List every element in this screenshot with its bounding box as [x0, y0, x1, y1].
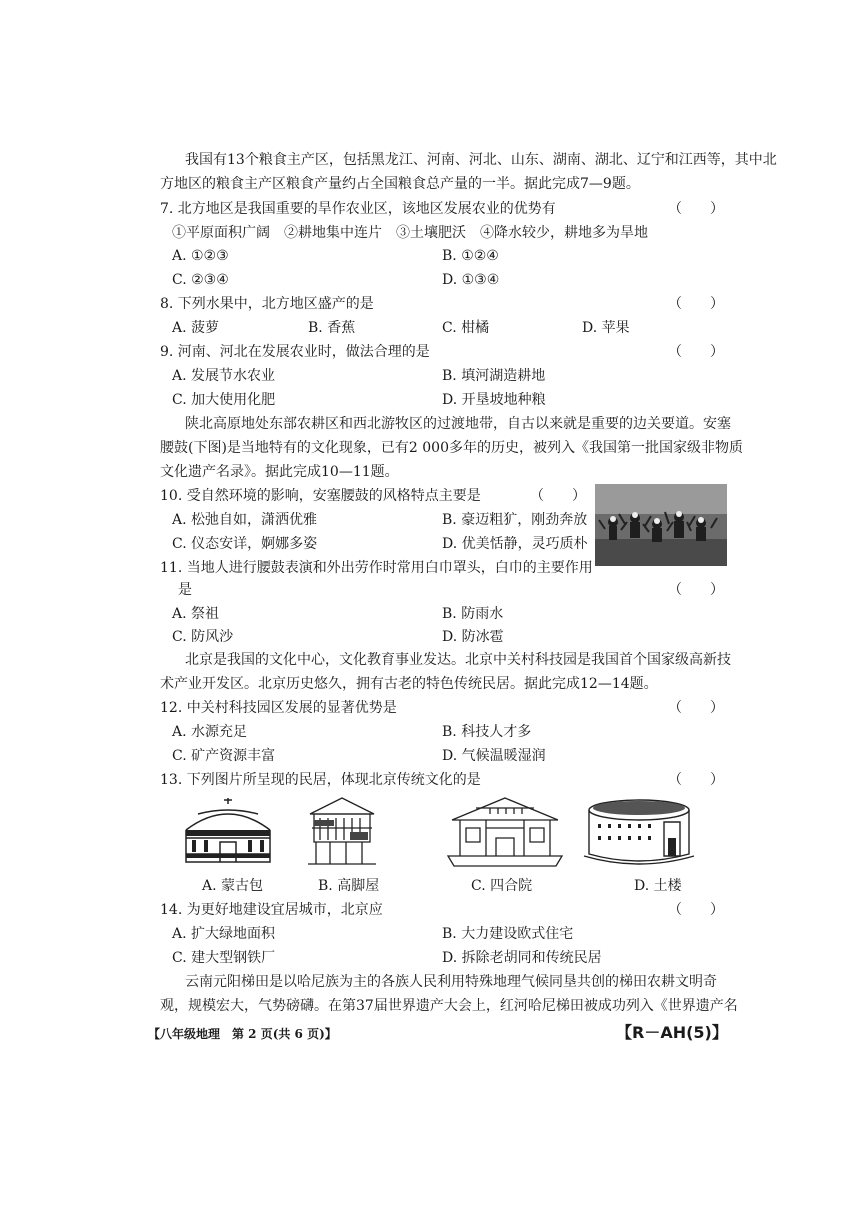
option-7b[interactable]: B. ①②④ — [442, 248, 499, 264]
yurt-image[interactable] — [178, 796, 278, 870]
passage-1-line-2: 方地区的粮食主产区粮食产量约占全国粮食总产量的一半。据此完成7—9题。 — [160, 176, 640, 192]
passage-2-line-3: 文化遗产名录》。据此完成10—11题。 — [160, 464, 399, 480]
page-footer-code: 【R－AH(5)】 — [616, 1023, 728, 1042]
ansai-waist-drum-photo — [595, 484, 727, 566]
option-10d[interactable]: D. 优美恬静，灵巧质朴 — [442, 536, 588, 552]
question-13-stem: 13. 下列图片所呈现的民居，体现北京传统文化的是 — [160, 772, 481, 788]
answer-blank-10[interactable]: （ ） — [530, 488, 586, 504]
passage-3-line-1: 北京是我国的文化中心，文化教育事业发达。北京中关村科技园是我国首个国家级高新技 — [185, 652, 731, 668]
option-8b[interactable]: B. 香蕉 — [308, 320, 356, 336]
siheyuan-image[interactable] — [446, 794, 564, 870]
option-8c[interactable]: C. 柑橘 — [442, 320, 490, 336]
option-14a[interactable]: A. 扩大绿地面积 — [172, 926, 276, 942]
question-11-stem: 11. 当地人进行腰鼓表演和外出劳作时常用白巾罩头，白巾的主要作用 — [160, 560, 593, 576]
answer-blank-13[interactable]: （ ） — [668, 772, 724, 788]
option-9b[interactable]: B. 填河湖造耕地 — [442, 368, 546, 384]
passage-4-line-2: 观，规模宏大，气势磅礴。在第37届世界遗产大会上，红河哈尼梯田被成功列入《世界遗产名 — [160, 998, 738, 1014]
option-8a[interactable]: A. 菠萝 — [172, 320, 220, 336]
option-7c[interactable]: C. ②③④ — [172, 272, 229, 288]
option-9c[interactable]: C. 加大使用化肥 — [172, 392, 276, 408]
answer-blank-11[interactable]: （ ） — [668, 582, 724, 598]
answer-blank-14[interactable]: （ ） — [668, 902, 724, 918]
option-14b[interactable]: B. 大力建设欧式住宅 — [442, 926, 574, 942]
answer-blank-7[interactable]: （ ） — [668, 201, 724, 217]
passage-1-line-1: 我国有13个粮食主产区，包括黑龙江、河南、河北、山东、湖南、湖北、辽宁和江西等，其中北 — [185, 152, 777, 168]
question-10-stem: 10. 受自然环境的影响，安塞腰鼓的风格特点主要是 — [160, 488, 481, 504]
question-7-stem: 7. 北方地区是我国重要的旱作农业区，该地区发展农业的优势有 — [160, 201, 556, 217]
option-10b[interactable]: B. 豪迈粗犷，刚劲奔放 — [442, 512, 588, 528]
option-11b[interactable]: B. 防雨水 — [442, 606, 504, 622]
question-11-stem-cont: 是 — [178, 582, 192, 598]
answer-blank-9[interactable]: （ ） — [668, 344, 724, 360]
question-7-items: ①平原面积广阔 ②耕地集中连片 ③土壤肥沃 ④降水较少，耕地多为旱地 — [172, 225, 648, 241]
passage-2-line-2: 腰鼓(下图)是当地特有的文化现象，已有2 000多年的历史，被列入《我国第一批国家级非物质 — [160, 440, 744, 456]
option-11a[interactable]: A. 祭祖 — [172, 606, 220, 622]
stilt-house-image[interactable] — [306, 796, 378, 868]
passage-3-line-2: 术产业开发区。北京历史悠久，拥有古老的特色传统民居。据此完成12—14题。 — [160, 676, 658, 692]
option-13a[interactable]: A. 蒙古包 — [202, 878, 264, 894]
option-7a[interactable]: A. ①②③ — [172, 248, 229, 264]
option-14c[interactable]: C. 建大型钢铁厂 — [172, 950, 276, 966]
option-10a[interactable]: A. 松弛自如，潇洒优雅 — [172, 512, 318, 528]
passage-4-line-1: 云南元阳梯田是以哈尼族为主的各族人民利用特殊地理气候同垦共创的梯田农耕文明奇 — [185, 974, 717, 990]
option-13d[interactable]: D. 土楼 — [634, 878, 682, 894]
option-13b[interactable]: B. 高脚屋 — [318, 878, 380, 894]
option-10c[interactable]: C. 仪态安详，婀娜多姿 — [172, 536, 318, 552]
answer-blank-12[interactable]: （ ） — [668, 700, 724, 716]
option-9a[interactable]: A. 发展节水农业 — [172, 368, 276, 384]
option-14d[interactable]: D. 拆除老胡同和传统民居 — [442, 950, 602, 966]
option-8d[interactable]: D. 苹果 — [582, 320, 630, 336]
option-12d[interactable]: D. 气候温暖湿润 — [442, 748, 546, 764]
question-14-stem: 14. 为更好地建设宜居城市，北京应 — [160, 902, 383, 918]
option-12a[interactable]: A. 水源充足 — [172, 724, 248, 740]
option-12b[interactable]: B. 科技人才多 — [442, 724, 532, 740]
answer-blank-8[interactable]: （ ） — [668, 296, 724, 312]
tulou-image[interactable] — [584, 796, 694, 868]
question-12-stem: 12. 中关村科技园区发展的显著优势是 — [160, 700, 397, 716]
option-11d[interactable]: D. 防冰雹 — [442, 629, 504, 645]
option-7d[interactable]: D. ①③④ — [442, 272, 500, 288]
option-9d[interactable]: D. 开垦坡地种粮 — [442, 392, 546, 408]
question-8-stem: 8. 下列水果中，北方地区盛产的是 — [160, 296, 374, 312]
question-9-stem: 9. 河南、河北在发展农业时，做法合理的是 — [160, 344, 430, 360]
passage-2-line-1: 陕北高原地处东部农耕区和西北游牧区的过渡地带，自古以来就是重要的边关要道。安塞 — [185, 416, 731, 432]
option-12c[interactable]: C. 矿产资源丰富 — [172, 748, 276, 764]
option-13c[interactable]: C. 四合院 — [471, 878, 533, 894]
option-11c[interactable]: C. 防风沙 — [172, 629, 234, 645]
page-footer-left: 【八年级地理 第 2 页(共 6 页)】 — [148, 1027, 337, 1041]
